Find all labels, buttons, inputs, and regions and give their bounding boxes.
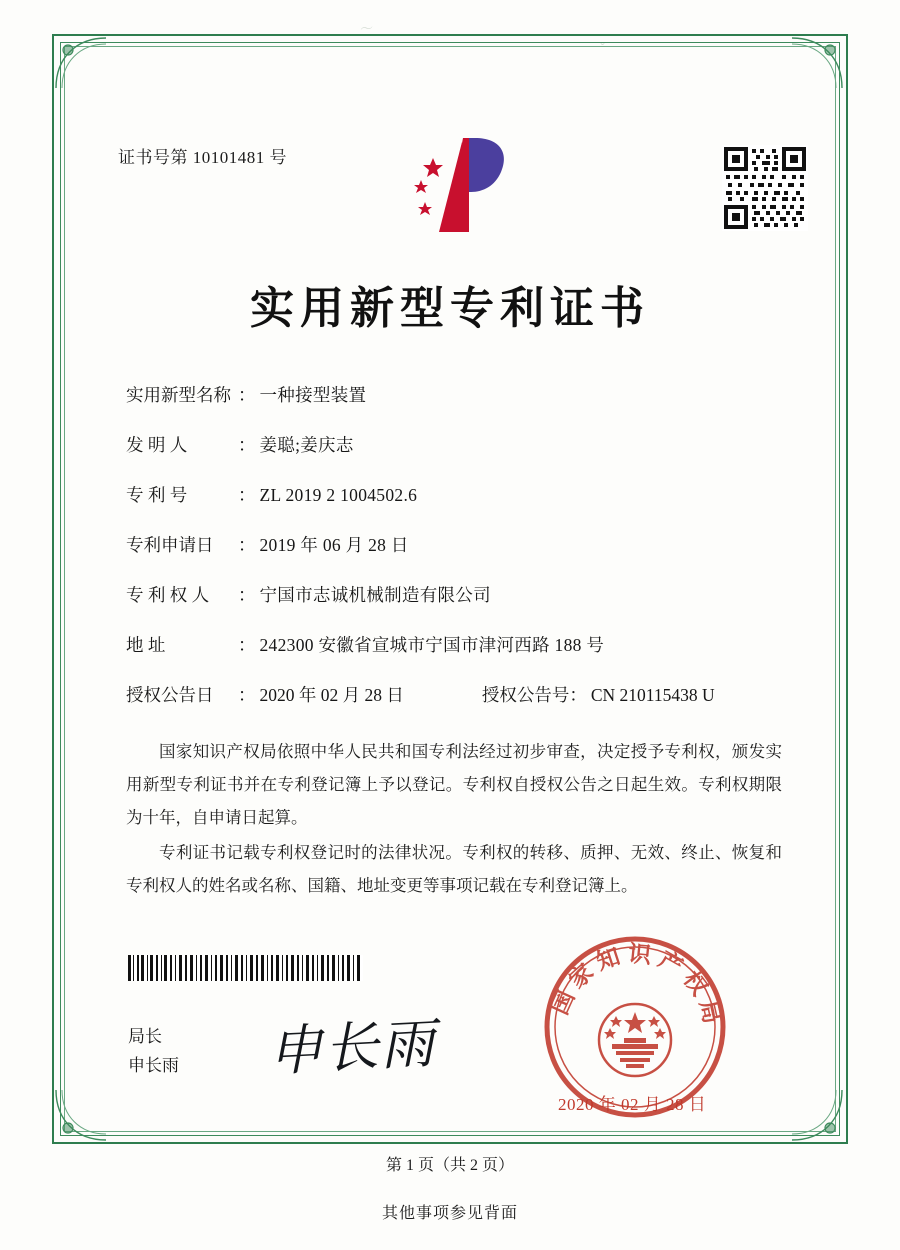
scan-artifact-right: ˇ [599, 39, 605, 56]
handwritten-signature: 申长雨 [266, 1011, 438, 1084]
field-utility-model-name [126, 382, 786, 432]
corner-ornament-top-left [54, 36, 108, 90]
field-value-application-date: 2019 年 06 月 28 日 [259, 535, 409, 555]
field-colon: ： [238, 585, 256, 605]
corner-ornament-bottom-left [54, 1088, 108, 1142]
field-label-address: 地 址 [126, 635, 166, 655]
field-grant-announcement [126, 682, 786, 732]
field-colon: ： [238, 485, 256, 505]
field-patentee [126, 582, 786, 632]
field-label-patent-number: 专 利 号 [126, 485, 188, 505]
legal-text-block [126, 735, 782, 904]
field-label-grant-number: 授权公告号 [481, 685, 570, 705]
qr-code [722, 145, 808, 231]
field-value-grant-number: CN 210115438 U [590, 685, 715, 705]
field-patent-number [126, 482, 786, 532]
certificate-number: 证书号第 10101481 号 [118, 148, 287, 167]
field-value-inventor: 姜聪;姜庆志 [259, 435, 354, 455]
field-colon: ： [238, 385, 256, 405]
field-label-grant-date: 授权公告日 [126, 685, 214, 705]
corner-ornament-bottom-right [790, 1088, 844, 1142]
field-application-date [126, 532, 786, 582]
field-colon: ： [238, 535, 256, 555]
field-colon: ： [569, 685, 587, 705]
page-title: 实用新型专利证书 [250, 283, 650, 334]
director-name: 申长雨 [128, 1056, 179, 1075]
field-inventor [126, 432, 786, 482]
seal-date: 2020 年 02 月 28 日 [558, 1095, 707, 1114]
page-number: 第 1 页（共 2 页） [385, 1157, 514, 1174]
field-value-patentee: 宁国市志诚机械制造有限公司 [259, 585, 491, 605]
field-label-utility-model-name: 实用新型名称 [126, 385, 231, 405]
svg-text:国家知识产权局: 国家知识产权局 [546, 940, 727, 1032]
field-value-utility-model-name: 一种接型装置 [259, 385, 367, 405]
field-value-grant-date: 2020 年 02 月 28 日 [259, 685, 404, 705]
field-address [126, 632, 786, 682]
field-colon: ： [238, 435, 256, 455]
field-value-patent-number: ZL 2019 2 1004502.6 [259, 485, 418, 505]
footer-note: 其他事项参见背面 [381, 1205, 518, 1222]
barcode [128, 955, 363, 981]
legal-paragraph-1: 国家知识产权局依照中华人民共和国专利法经过初步审查，决定授予专利权，颁发实用新型专利证书并在专利登记簿上予以登记。专利权自授权公告之日起生效。专利权期限为十年，自申请日起算。 [126, 742, 782, 827]
legal-paragraph-2: 专利证书记载专利权登记时的法律状况。专利权的转移、质押、无效、终止、恢复和专利权人的姓名或名称、国籍、地址变更等事项记载在专利登记簿上。 [126, 843, 782, 895]
field-label-patentee: 专 利 权 人 [126, 585, 210, 605]
field-value-address: 242300 安徽省宣城市宁国市津河西路 188 号 [259, 635, 605, 655]
signature-block [128, 1022, 179, 1080]
director-title: 局长 [128, 1027, 162, 1046]
field-colon: ： [238, 685, 256, 705]
field-label-application-date: 专利申请日 [126, 535, 214, 555]
field-list [126, 382, 786, 732]
scan-artifact-left: ～ [359, 20, 375, 37]
field-colon: ： [238, 635, 256, 655]
field-label-inventor: 发 明 人 [126, 435, 188, 455]
corner-ornament-top-right [790, 36, 844, 90]
cnipa-logo-icon [405, 132, 525, 242]
